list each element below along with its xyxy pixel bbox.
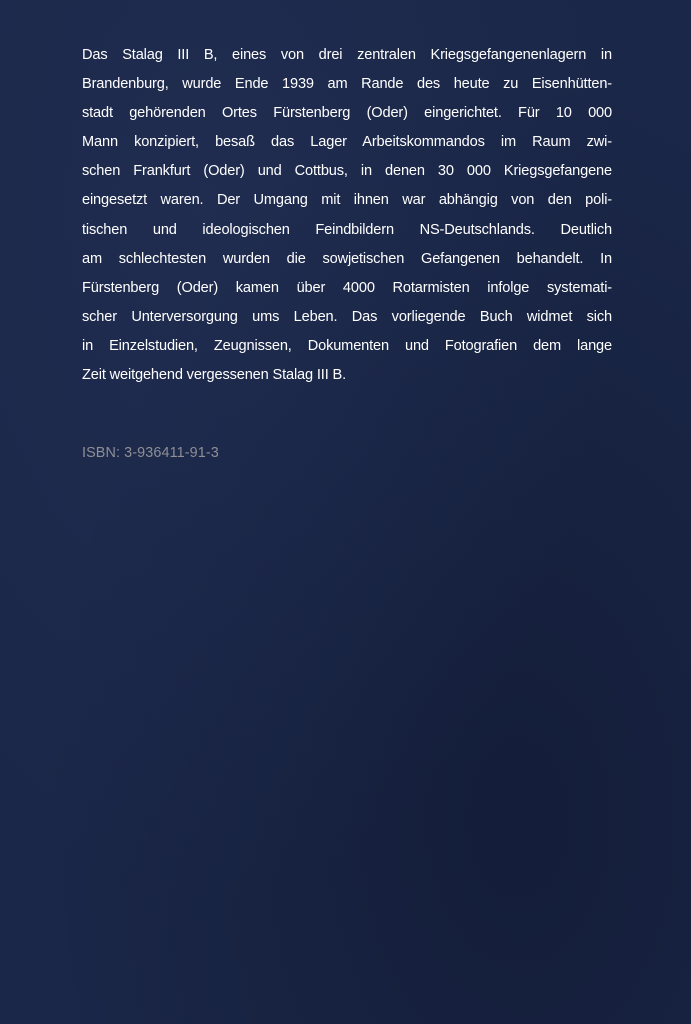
isbn-number: ISBN: 3-936411-91-3 xyxy=(82,445,219,461)
blurb-line: am schlechtesten wurden die sowjetischen Gefangenen behandelt. In xyxy=(82,250,612,267)
blurb-line: Mann konzipiert, besaß das Lager Arbeitskommandos im Raum zwi- xyxy=(82,134,612,151)
blurb-line: schen Frankfurt (Oder) und Cottbus, in denen 30 000 Kriegsgefangene xyxy=(82,163,612,180)
blurb-line: stadt gehörenden Ortes Fürstenberg (Oder) eingerichtet. Für 10 000 xyxy=(82,105,612,122)
blurb-line: Fürstenberg (Oder) kamen über 4000 Rotarmisten infolge systemati- xyxy=(82,279,612,296)
blurb-line: Das Stalag III B, eines von drei zentralen Kriegsgefangenenlagern in xyxy=(82,47,612,63)
blurb-line: tischen und ideologischen Feindbildern NS-Deutschlands. Deutlich xyxy=(82,221,612,238)
blurb-line: scher Unterversorgung ums Leben. Das vorliegende Buch widmet sich xyxy=(82,308,612,325)
blurb-line: eingesetzt waren. Der Umgang mit ihnen war abhängig von den poli- xyxy=(82,192,612,209)
blurb-line: Brandenburg, wurde Ende 1939 am Rande des heute zu Eisenhütten- xyxy=(82,76,612,93)
blurb-line: Zeit weitgehend vergessenen Stalag III B. xyxy=(82,367,346,384)
blurb-line: in Einzelstudien, Zeugnissen, Dokumenten und Fotografien dem lange xyxy=(82,337,612,354)
blurb-text xyxy=(82,41,612,390)
